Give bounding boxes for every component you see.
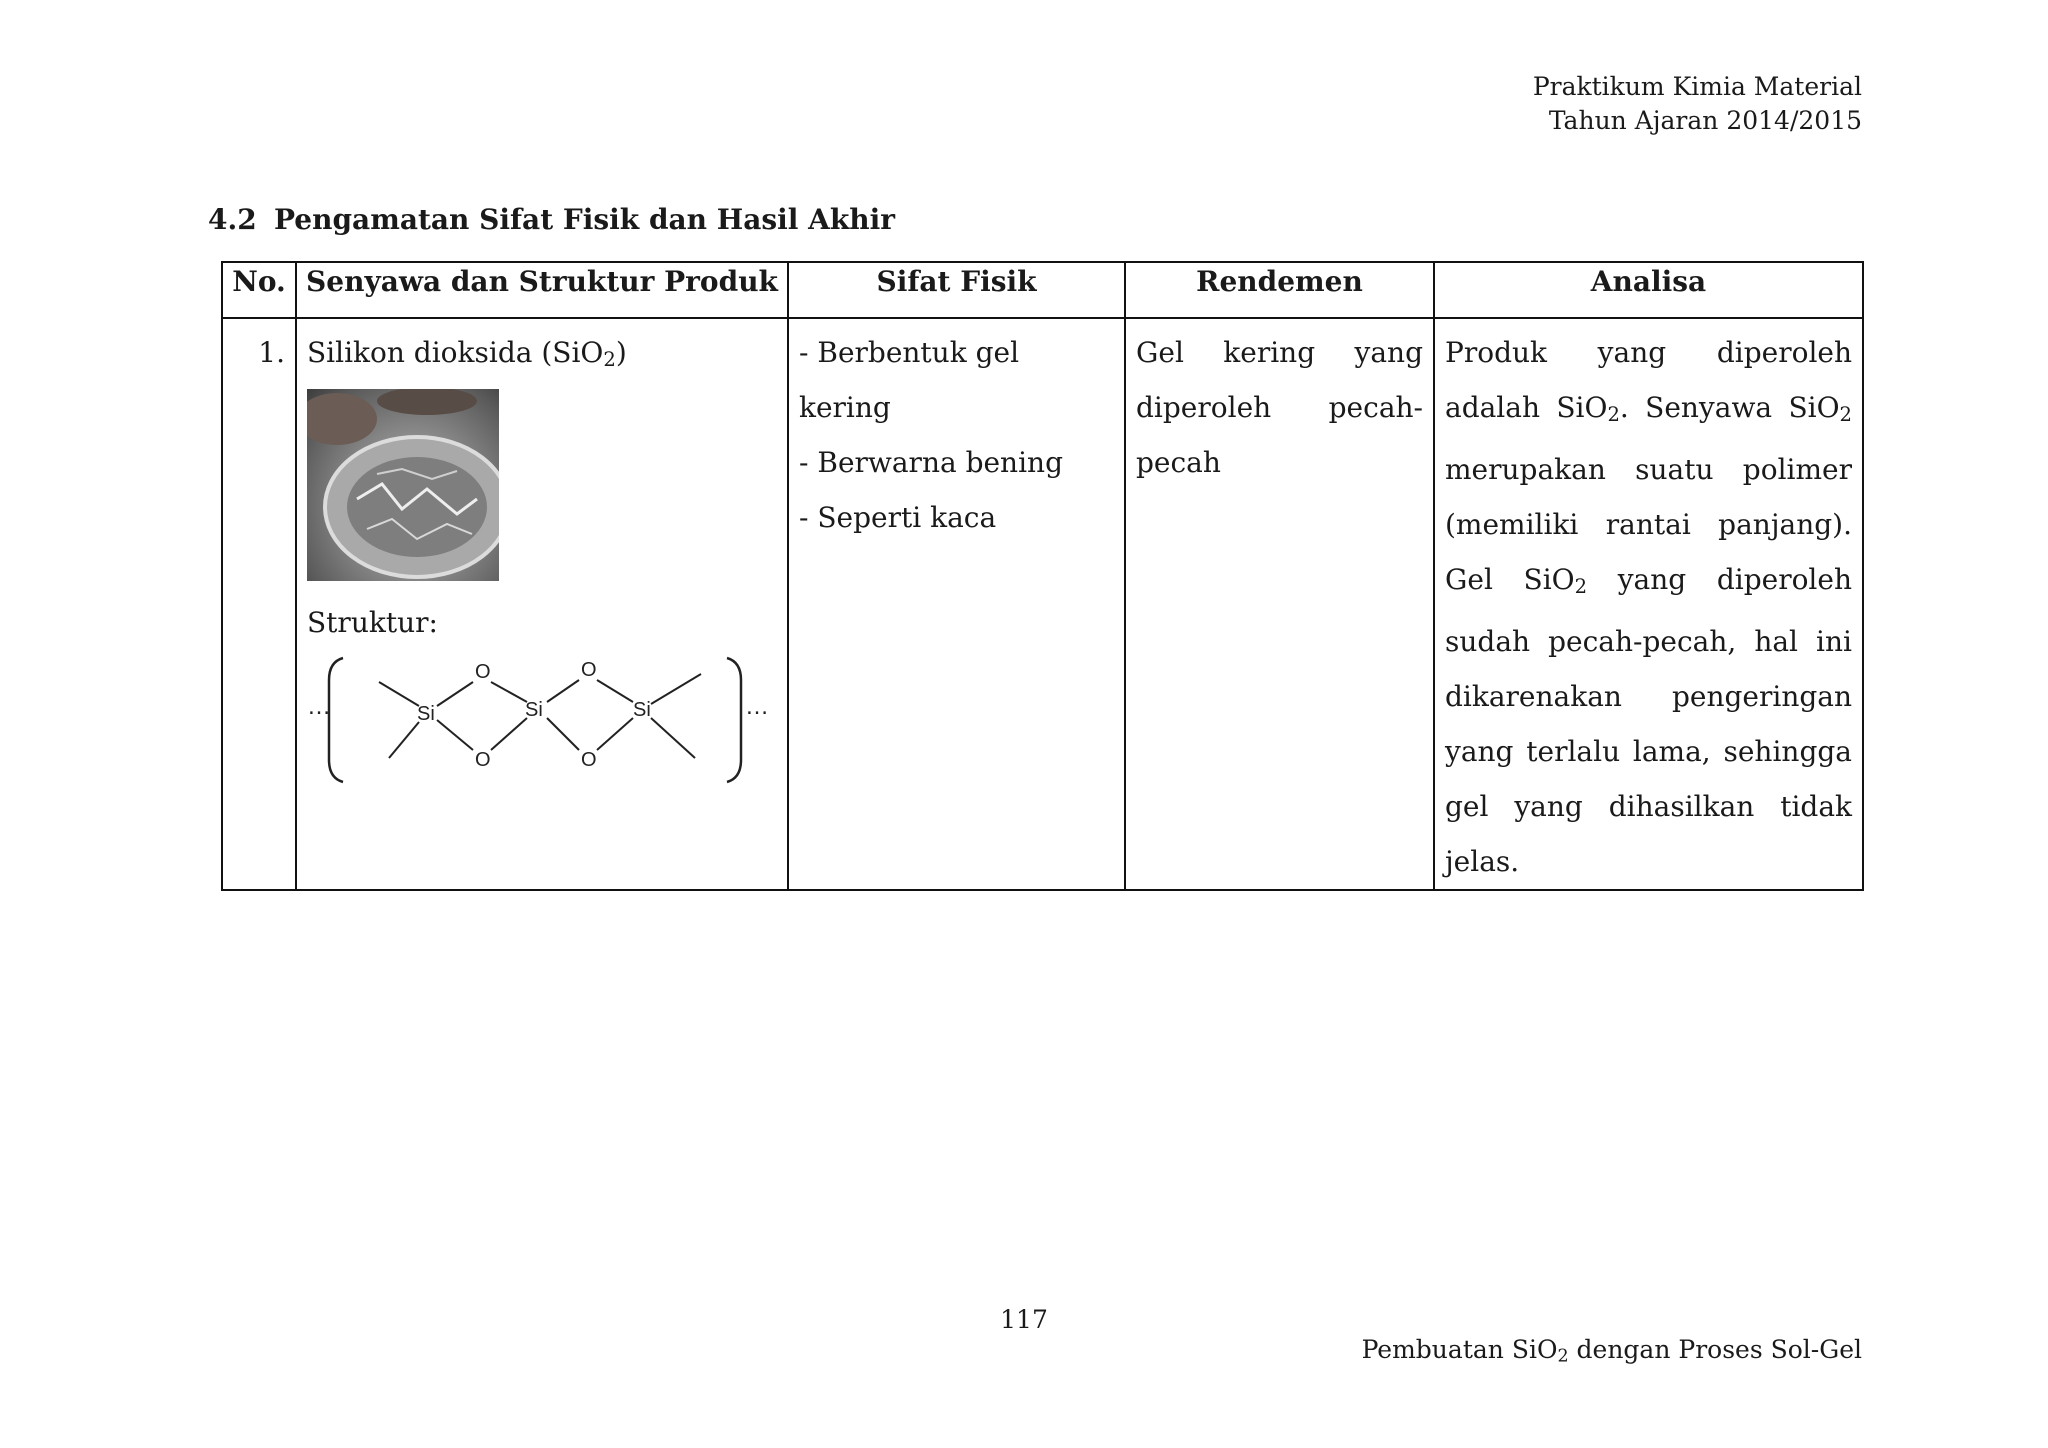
table-row — [222, 318, 1863, 890]
structure-ellipsis-left: … — [307, 692, 331, 720]
atom-si-2: Si — [525, 698, 543, 721]
bracket-right — [727, 658, 741, 782]
running-header-year: Tahun Ajaran 2014/2015 — [1548, 106, 1862, 135]
running-footer-title: Pembuatan SiO$_2$ dengan Proses Sol-Gel — [1361, 1335, 1862, 1367]
section-heading — [208, 203, 895, 236]
section-number: 4.2 — [208, 203, 257, 236]
physical-property: - Seperti kaca — [799, 501, 997, 534]
product-photo — [307, 389, 499, 581]
header-yield: Rendemen — [1125, 262, 1434, 318]
structure-ellipsis-right: … — [745, 692, 769, 720]
atom-o-1: O — [475, 660, 491, 683]
header-analysis: Analisa — [1434, 262, 1863, 318]
page-number: 117 — [1000, 1305, 1048, 1334]
compound-cell — [296, 318, 788, 890]
structure-label: Struktur: — [307, 605, 438, 639]
compound-name: Silikon dioksida (SiO$_2$) — [307, 336, 627, 371]
header-compound: Senyawa dan Struktur Produk — [296, 262, 788, 318]
atom-o-3: O — [581, 658, 597, 681]
running-header-course: Praktikum Kimia Material — [1532, 72, 1862, 101]
atom-si-1: Si — [417, 702, 435, 725]
atom-o-2: O — [475, 748, 491, 771]
header-no: No. — [222, 262, 296, 318]
sio2-structure-diagram — [307, 652, 777, 792]
row-number: 1. — [222, 318, 296, 890]
bracket-left — [329, 658, 343, 782]
table-header-row — [222, 262, 1863, 318]
atom-o-4: O — [581, 748, 597, 771]
physical-property: - Berwarna bening — [799, 446, 1064, 479]
physical-property: - Berbentuk gel kering — [799, 336, 1020, 424]
physical-properties-cell — [788, 318, 1125, 890]
yield-cell: Gel kering yang diperoleh pecah-pecah — [1125, 318, 1434, 890]
section-title: Pengamatan Sifat Fisik dan Hasil Akhir — [274, 203, 896, 236]
atom-si-3: Si — [633, 698, 651, 721]
analysis-cell: Produk yang diperoleh adalah SiO$_2$. Senyawa SiO$_2$ merupakan suatu polimer (memiliki rantai panjang). Gel SiO$_2$ yang diperoleh sudah pecah-pecah, hal ini dikarenakan pengeringan yang terlalu lama, sehingga gel yang dihasilkan tidak jelas. — [1434, 318, 1863, 890]
observation-table — [221, 261, 1864, 891]
header-physical-properties: Sifat Fisik — [788, 262, 1125, 318]
